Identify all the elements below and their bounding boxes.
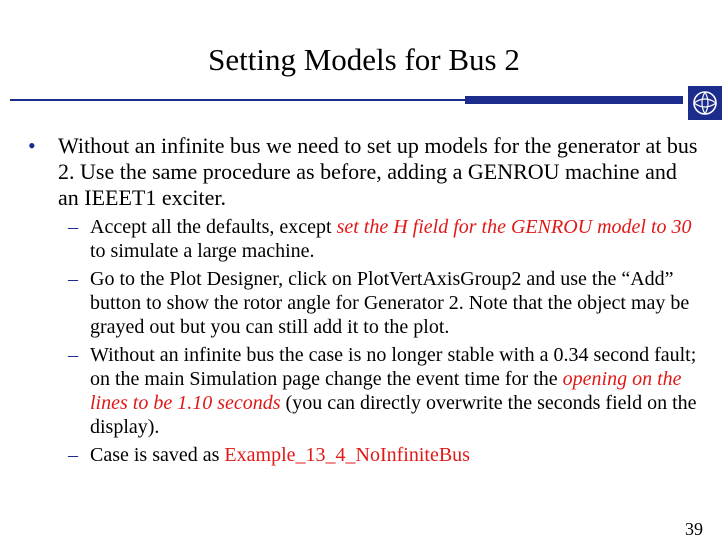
sub-bullet-text-part: Case is saved as	[90, 444, 225, 466]
sub-bullet-item	[0, 343, 728, 439]
sub-bullet-text-part: (you can directly overwrite the seconds field on the display).	[90, 392, 697, 438]
sub-bullet-text	[90, 443, 698, 467]
globe-logo-icon	[688, 86, 722, 120]
sub-bullet-highlight: Example_13_4_NoInfiniteBus	[224, 444, 470, 466]
sub-bullet-text	[90, 343, 698, 439]
sub-bullet-text-part: Without an infinite bus the case is no longer stable with a 0.34 second fault; on the main Simulation page change the event time for the	[90, 344, 697, 390]
sub-bullet-item	[0, 443, 728, 467]
slide-body	[0, 133, 728, 467]
sub-bullet-highlight: set the H field for the GENROU model to 30	[336, 216, 692, 238]
sub-bullet-text-part: Accept all the defaults, except	[90, 216, 337, 238]
sub-bullet-marker: –	[68, 268, 78, 290]
sub-bullet-marker: –	[68, 444, 78, 466]
bullet-item	[0, 133, 728, 211]
sub-bullet-text-part: to simulate a large machine.	[90, 240, 315, 262]
bullet-text: Without an infinite bus we need to set up models for the generator at bus 2. Use the same procedure as before, adding a GENROU machine and an IEEET1 exciter.	[58, 133, 698, 210]
sub-bullet-marker: –	[68, 344, 78, 366]
slide-title: Setting Models for Bus 2	[208, 42, 520, 77]
sub-bullet-marker: –	[68, 216, 78, 238]
sub-bullet-item	[0, 267, 728, 339]
sub-bullet-item	[0, 215, 728, 263]
title-rule-thick	[465, 96, 683, 104]
title-rule-thin	[10, 99, 465, 101]
sub-bullet-text	[90, 215, 698, 263]
sub-bullet-text: Go to the Plot Designer, click on PlotVertAxisGroup2 and use the “Add” button to show the rotor angle for Generator 2. Note that the object may be grayed out but you can still add it to the plot.	[90, 268, 690, 338]
page-number: 39	[685, 519, 703, 539]
bullet-marker: •	[28, 133, 36, 158]
sub-bullet-highlight: opening on the lines to be 1.10 seconds	[90, 368, 682, 414]
